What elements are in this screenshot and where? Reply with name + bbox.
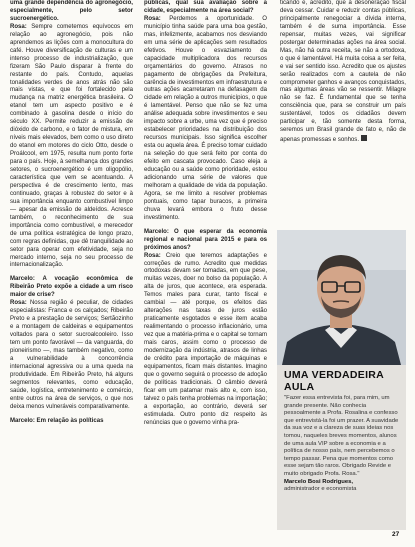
page-number: 27 [392, 531, 400, 538]
question: Marcelo: O que esperar da economia regional e nacional para 2015 e para os próximos anos? [144, 228, 267, 251]
end-square-icon [361, 135, 367, 141]
signature-role: administrador e economista [284, 486, 357, 493]
speaker-label: Rosa: [10, 23, 27, 30]
question: Marcelo: Em relação às políticas [10, 417, 104, 424]
question: públicas, qual sua avaliação sobre a cidade, especialmente na área social? [144, 0, 267, 14]
answer-text: Creio que teremos adaptações e correções de rumo. Acredito que medidas ortodoxas devam ser tomadas, em que pese, muitas vezes, doer no bolso da população. A alta de juros, que acontece, era esperada. Temos males para curar, tanto fiscal e cambial — até porque, os efeitos das alterações nas taxas de juros estão praticamente esgotados e esse item acaba realimentando o processo inflacionário, uma vez que a matéria-prima e o capital se tornam mais caros, assim como o processo de modernização da indústria, atrasos de linhas de crédito para importação de máquinas e equipamentos, ficam mais distantes. Imagino que o governo seguirá o processo de adoção de políticas tradicionais. O câmbio deverá ficar em um patamar mais alto e, com isso, talvez o país tenha problemas na importação; a exportação, ao contrário, deverá ser estimulada. Outro ponto diz respeito às renúncias que o governo vinha pra- [144, 252, 268, 426]
sidebar-content [284, 369, 400, 494]
answer-paragraph [144, 253, 267, 428]
column-3 [280, 0, 406, 145]
answer-text: Nossa região é peculiar, de cidades especialistas: Franca e os calçados; Ribeirão Preto e a prestação de serviços; Sertãozinho e a montagem de caldeiras e equipamentos voltados para o setor sucroalcooleiro. Isso tem um ponto favorável — da vanguarda, do pioneirismo —, mas também negativo, como a vulnerabilidade à concorrência internacional agressiva ou a uma queda na produtividade. Em Ribeirão Preto, há alguns segmentos relevantes, como educação, saúde, logística, entretenimento e comércio, entre outros na área de serviços, o que nos deixa menos vulneráveis comparativamente. [10, 300, 133, 410]
column-2 [144, 0, 267, 428]
answer-paragraph [10, 24, 133, 271]
answer-paragraph [144, 16, 267, 223]
sidebar-title: UMA VERDADEIRA AULA [284, 369, 384, 393]
speaker-label: Rosa: [144, 15, 161, 22]
speaker-label: Rosa: [144, 252, 161, 259]
interviewer-photo [277, 230, 406, 365]
answer-continued: uma grande dependência do agronegócio, especialmente, pelo setor sucroenergético. [10, 0, 133, 22]
column-1 [10, 0, 133, 426]
question: Marcelo: A vocação econômica de Ribeirão Preto expõe a cidade a um risco maior de crise? [10, 276, 133, 299]
answer-text: ticando e, acredito, que a desoneração fiscal deva cessar. Cuidar e reduzir contas públicas, principalmente renegociar a dívida interna, também é de suma importância. Esse repensar, muitas vezes, vai significar postergar determinadas ações na área social. Mas, não há outra receita, se não a ortodoxa, o que é lamentável. Há muita coisa a ser feita, e vai ser sentido isso. Acredito que os ajustes serão realizados com a cautela de não comprometer ganhos e avanços conquistados, mas algumas áreas vão se ressentir. Milagre não se faz. É fundamental que se tenha consciência que, para se construir um país sustentável, todos os cidadãos devem participar e, tão somente desta forma, seremos um Brasil grande de fato e, não de apenas promessas e sonhos. [280, 0, 406, 144]
answer-paragraph [10, 300, 133, 411]
speaker-label: Rosa: [10, 300, 27, 307]
answer-text: Sempre cometemos equívocos em relação ao agronegócio, pois não aprendemos as lições com a monocultura do café. Houve diversificação de culturas e um intenso processo de industrialização, que fizeram São Paulo disparar à frente do restante do país. Contudo, aquelas tonalidades verdes de anos atrás não são mais vistas, e que foi fortalecido pela mudança na matriz energética brasileira. O etanol tem um aspecto positivo e é combinado à gasolina desde o início do século XX. Permite reduzir a emissão de dióxido de carbono, e o fator de mistura, em níveis mais elevados, bem como o uso direto do etanol em motores do ciclo Otto, desde o Proálcool, em 1975, resulta num ponto forte para o país. Hoje, à semelhança dos grandes setores, o sucroenergético é um oligopólio, característica que vem se acentuando. A perspectiva é de crescimento lento, mas continuado, graças à robustez do setor e à sua importância enquanto combustível limpo — apesar da emissão de aldeídos. Acresce também, o reconhecimento de sua importância como combustível, e merecedor de uma política estratégica de longo prazo, com regras definidas, que dê tranquilidade ao setor para operar com efetividade, seja no mercado interno, seja no seu processo de internacionalização. [10, 23, 133, 269]
signature-name: Marcelo Bosi Rodrigues, [284, 478, 354, 485]
sidebar-quote: "Fazer essa entrevista foi, para mim, um grande presente. Não conhecia pessoalmente a Profa. Rosalina e confesso que entrevistá-la foi um prazer. A suavidade da sua voz e a clareza de suas ideias nos tomou, naqueles breves momentos, alunos de uma aula VIP sobre a economia e a política de nosso país, nem percebemos o tempo passar. Pena que momentos como esse sejam tão raros. Obrigado Revide e muito obrigado Profa. Rosa." [284, 395, 399, 477]
answer-text: Perdemos a oportunidade. O município tinha saúde para uma boa gestão, mas, infelizmente, acabamos nos desviando em uma série de aplicações sem resultados efetivos. Houve o esvaziamento da capacidade multiplicadora dos recursos orçamentários do governo. Atrasos no pagamento de obrigações da Prefeitura, carência de investimentos em infraestrutura e outras ações acarretaram na defasagem da cidade em relação a outros municípios, o que é lamentável. Penso que não se fez uma análise adequada sobre investimentos e seu impacto sobre a urbe, uma vez que é preciso estabelecer prioridades na distribuição dos recursos municipais. Isso significa escolher esta ou aquela área. É preciso tomar cuidado na seleção do que será feito por conta do efeito em cascata provocado. Caso eleja a educação ou a saúde como prioridade, estou adicionando uma série de valores que melhoram a qualidade de vida da população. Agora, se me limito a resolver problemas pontuais, como tapar buracos, a primeira chuva levará embora o fruto desse investimento. [144, 15, 267, 221]
answer-continued [280, 0, 406, 145]
